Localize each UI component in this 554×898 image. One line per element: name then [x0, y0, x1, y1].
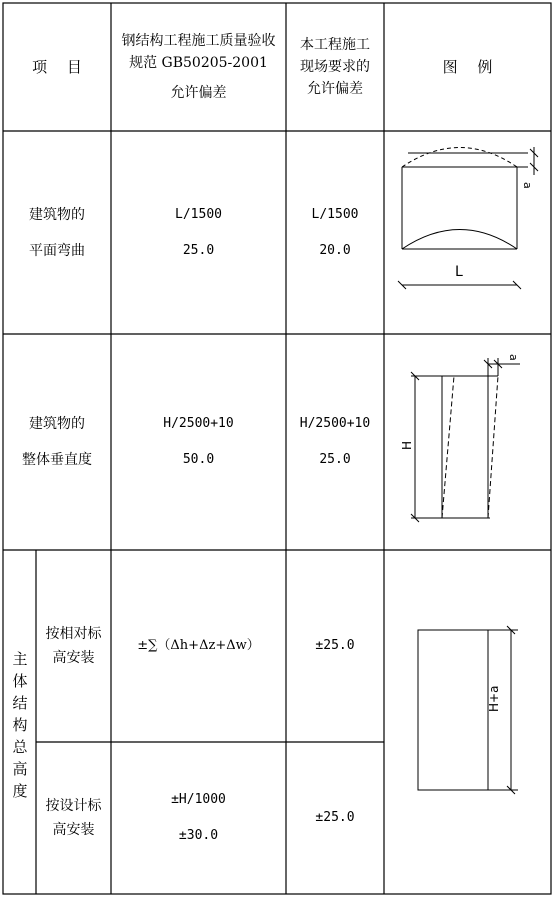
- row1-item-line2: 平面弯曲: [29, 242, 85, 259]
- subrow2-item-line2: 高安装: [52, 822, 95, 838]
- total-height-fig-label: H+a: [487, 685, 501, 712]
- row1-fig-L-label: L: [455, 264, 463, 280]
- subrow1-site-value: ±25.0: [315, 638, 355, 653]
- subrow1-item-line2: 高安装: [52, 650, 95, 666]
- row2-item-line2: 整体垂直度: [22, 452, 92, 468]
- row2-site-line2: 25.0: [319, 452, 351, 467]
- header-spec-line2: 规范 GB50205-2001: [129, 55, 268, 71]
- row2-spec-line2: 50.0: [182, 452, 215, 467]
- total-height-char-3: 结: [12, 694, 28, 712]
- header-spec-line1: 钢结构工程施工质量验收: [121, 33, 276, 49]
- header-site-line1: 本工程施工: [300, 37, 370, 53]
- row1-site-line2: 20.0: [319, 242, 351, 258]
- row2-spec-line1: H/2500+10: [163, 416, 234, 431]
- row2-site-line1: H/2500+10: [299, 416, 371, 431]
- total-height-char-1: 主: [12, 650, 28, 668]
- subrow2-spec-line2: ±30.0: [178, 828, 219, 843]
- total-height-char-6: 高: [12, 760, 28, 778]
- total-height-char-4: 构: [12, 716, 28, 734]
- header-site-line3: 允许偏差: [307, 81, 363, 97]
- header-site-line2: 现场要求的: [300, 59, 370, 75]
- subrow2-spec-line1: ±H/1000: [171, 792, 226, 807]
- subrow2-item-line1: 按设计标: [45, 798, 102, 814]
- row2-fig-a-label: a: [507, 354, 520, 361]
- subrow1-item-line1: 按相对标: [45, 626, 102, 642]
- row1-spec-line2: 25.0: [182, 242, 215, 258]
- row1-fig-a-label: a: [521, 182, 534, 189]
- row1-site-line1: L/1500: [311, 206, 359, 222]
- row2-fig-H-label: H: [400, 440, 414, 450]
- total-height-char-2: 体: [12, 672, 28, 690]
- subrow1-spec-value: ±∑（Δh+Δz+Δw）: [137, 638, 260, 653]
- header-spec-line3: 允许偏差: [170, 85, 227, 101]
- subrow2-site-value: ±25.0: [315, 810, 355, 825]
- row1-item-line1: 建筑物的: [29, 206, 85, 223]
- row1-spec-line1: L/1500: [175, 206, 222, 222]
- row2-item-line1: 建筑物的: [29, 416, 85, 432]
- total-height-char-5: 总: [12, 738, 28, 756]
- total-height-char-7: 度: [12, 782, 28, 800]
- header-legend-label: 图 例: [442, 58, 493, 76]
- header-item-label: 项 目: [32, 58, 82, 76]
